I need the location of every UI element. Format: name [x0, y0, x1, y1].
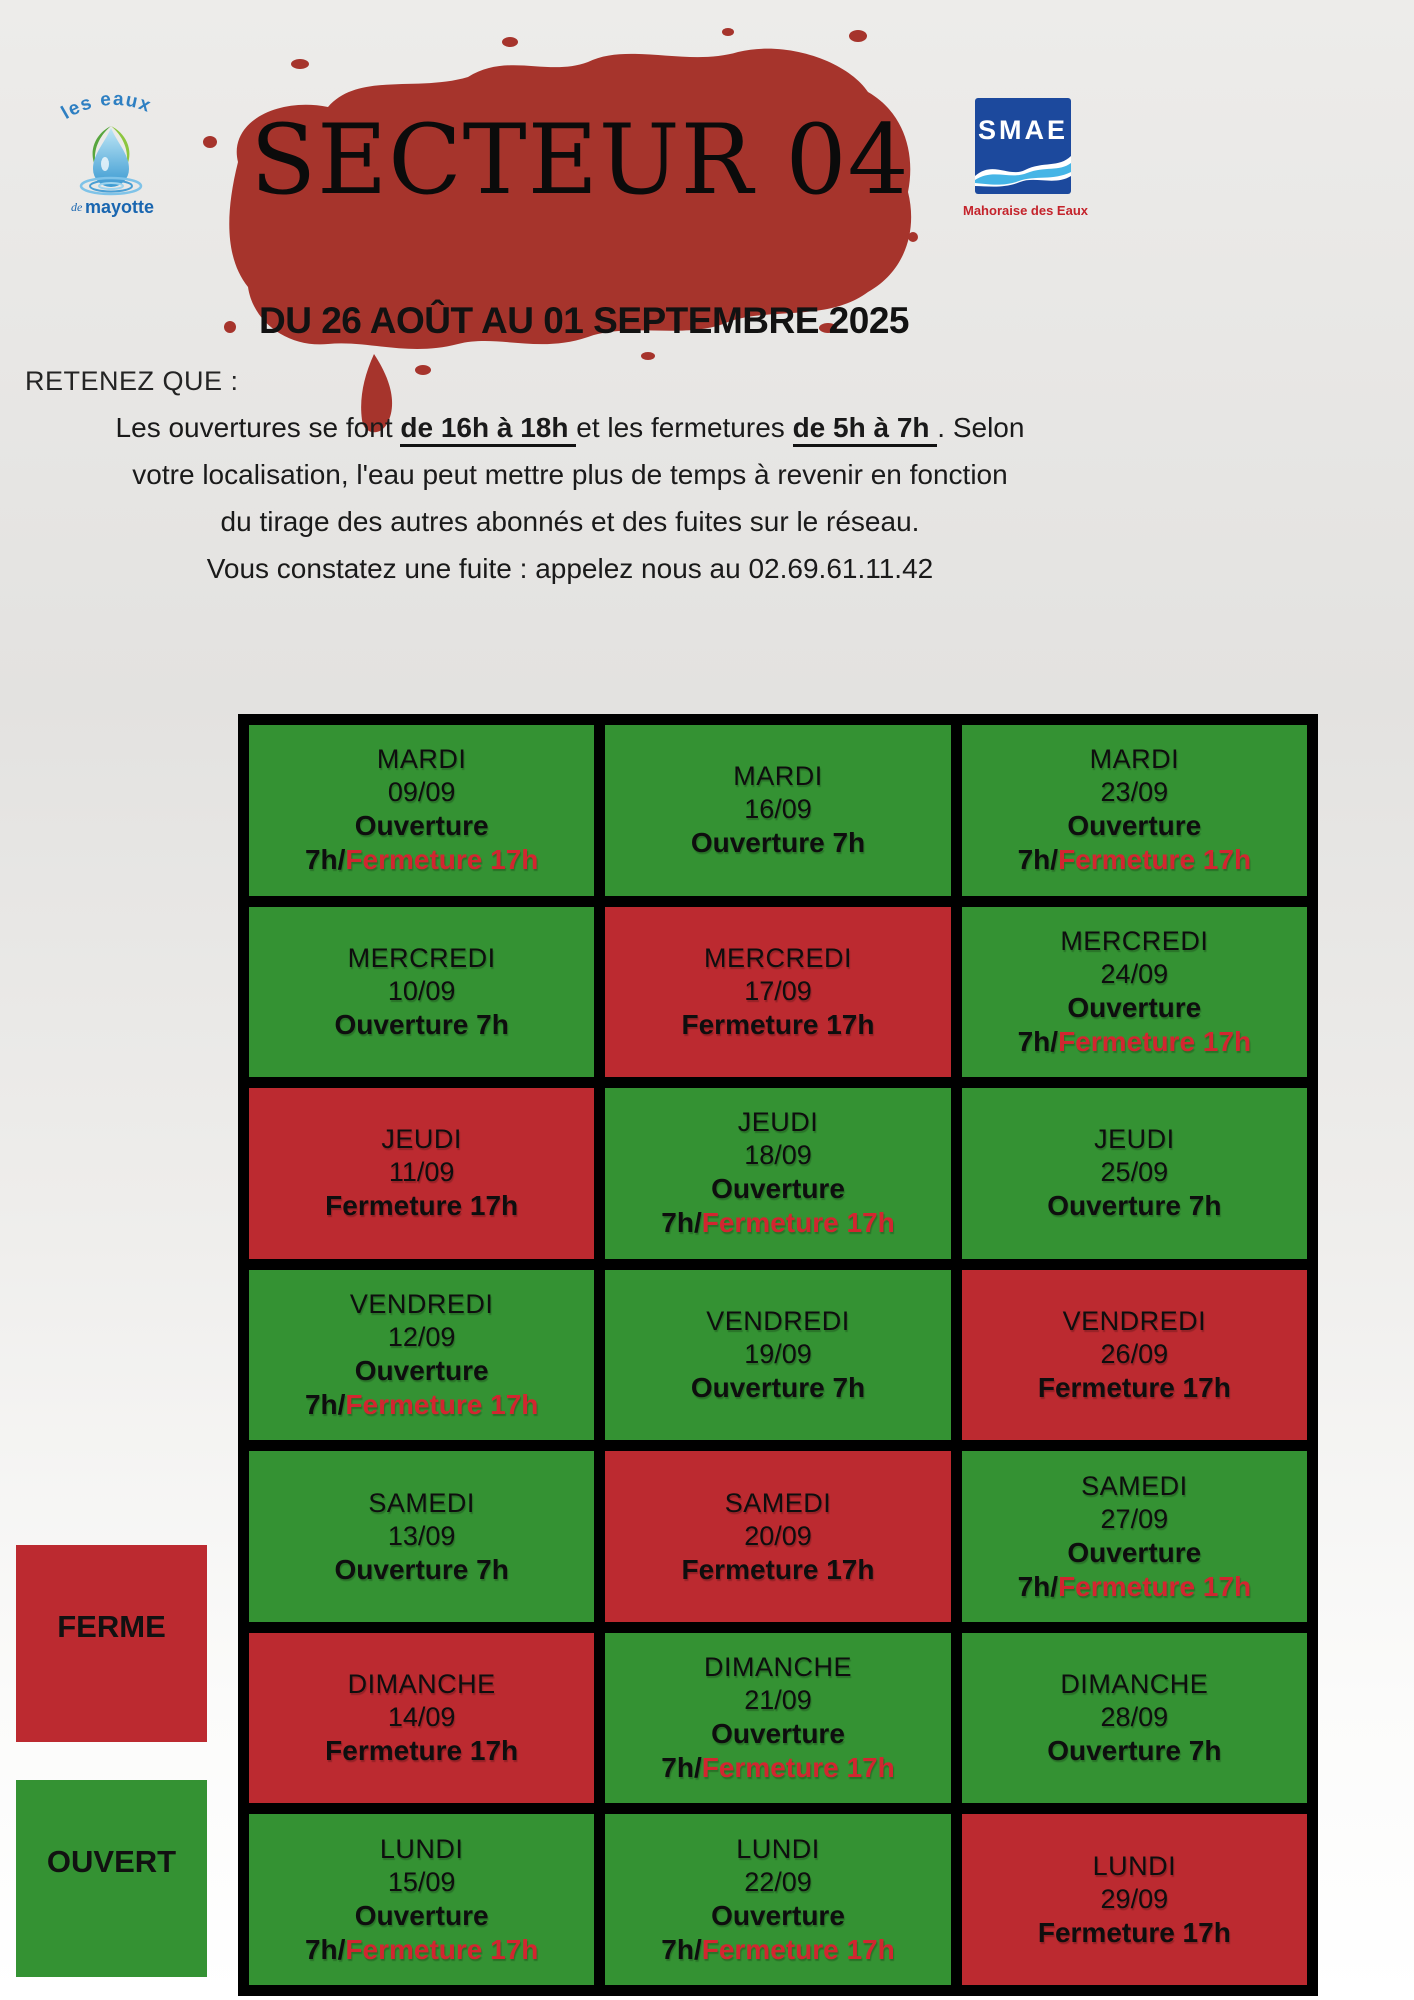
legend-closed — [16, 1545, 207, 1742]
schedule-segment: 7h/ — [661, 1752, 702, 1784]
les-eaux-de-mayotte-logo — [45, 82, 177, 220]
smae-logo-square — [975, 98, 1071, 194]
cell-date: 16/09 — [744, 794, 812, 825]
cell-schedule-line — [661, 1933, 894, 1967]
cell-date: 10/09 — [387, 975, 456, 1006]
calendar-cell — [249, 1633, 594, 1804]
schedule-segment: Ouverture — [1067, 810, 1202, 842]
cell-day: MERCREDI — [1060, 925, 1209, 956]
schedule-segment: 7h/ — [304, 844, 346, 876]
schedule-segment: Fermeture 17h — [345, 1933, 539, 1965]
schedule-segment: Fermeture 17h — [1058, 1025, 1252, 1057]
cell-date: 23/09 — [1100, 777, 1169, 808]
cell-schedule-line — [1047, 1734, 1221, 1768]
cell-schedule-line — [691, 1371, 865, 1405]
water-drop-icon — [45, 82, 177, 220]
cell-schedule-line — [325, 1734, 518, 1768]
cell-schedule-line — [355, 809, 489, 843]
cell-date: 20/09 — [744, 1520, 812, 1551]
cell-day: LUNDI — [379, 1833, 464, 1864]
cell-day: LUNDI — [736, 1833, 820, 1864]
cell-schedule-line — [1067, 809, 1201, 843]
cell-date: 21/09 — [744, 1685, 812, 1716]
schedule-segment: Ouverture — [711, 1173, 845, 1205]
cell-schedule-line — [1038, 1916, 1231, 1950]
schedule-segment: 7h/ — [1017, 1570, 1059, 1602]
schedule-segment: Fermeture 17h — [345, 1388, 539, 1420]
cell-schedule-line — [305, 1388, 538, 1422]
cell-date: 13/09 — [387, 1520, 456, 1551]
cell-schedule-line — [305, 1933, 538, 1967]
cell-date: 19/09 — [744, 1338, 812, 1369]
schedule-segment: Fermeture 17h — [1058, 1570, 1252, 1602]
cell-day: DIMANCHE — [347, 1669, 496, 1700]
cell-day: MERCREDI — [347, 942, 496, 973]
cell-date: 24/09 — [1100, 958, 1169, 989]
paragraph-line — [40, 404, 1100, 451]
calendar-cell — [605, 1088, 950, 1259]
cell-schedule-line — [1038, 1371, 1231, 1405]
schedule-segment: Fermeture 17h — [325, 1190, 519, 1222]
cell-day: LUNDI — [1092, 1850, 1177, 1881]
cell-day: MARDI — [1089, 744, 1180, 775]
wave-icon — [975, 150, 1071, 194]
cell-schedule-line — [682, 1008, 875, 1042]
paragraph-segment: du tirage des autres abonnés et des fuites sur le réseau. — [220, 506, 920, 537]
calendar-cell — [962, 1088, 1307, 1259]
cell-schedule-line — [335, 1008, 509, 1042]
note-label: RETENEZ QUE : — [25, 366, 239, 396]
cell-date: 17/09 — [744, 975, 812, 1006]
cell-schedule-line — [335, 1553, 509, 1587]
cell-date: 28/09 — [1100, 1702, 1169, 1733]
calendar-cell — [249, 907, 594, 1078]
cell-schedule-line — [661, 1206, 894, 1240]
calendar-cell — [249, 1270, 594, 1441]
calendar-cell — [962, 725, 1307, 896]
schedule-segment: 7h/ — [1017, 844, 1059, 876]
schedule-segment: Ouverture 7h — [690, 1371, 866, 1403]
smae-logo-name: SMAE — [977, 115, 1068, 145]
schedule-segment: 7h/ — [661, 1207, 702, 1239]
schedule-segment: 7h/ — [304, 1388, 346, 1420]
paragraph-line — [40, 451, 1100, 498]
schedule-segment: 7h/ — [304, 1933, 346, 1965]
paragraph-line — [40, 545, 1100, 592]
paragraph-segment: de 5h à 7h — [793, 412, 938, 447]
cell-date: 15/09 — [387, 1866, 456, 1897]
legend-open-label: OUVERT — [46, 1843, 177, 1879]
schedule-segment: Fermeture 17h — [681, 1008, 875, 1040]
calendar-cell — [605, 1814, 950, 1985]
paragraph-line — [40, 498, 1100, 545]
paragraph-segment: Vous constatez une fuite : appelez nous au 02.69.61.11.42 — [206, 553, 934, 584]
schedule-segment: Ouverture 7h — [690, 827, 866, 859]
cell-day: MERCREDI — [703, 942, 852, 973]
cell-day: SAMEDI — [1081, 1470, 1188, 1501]
calendar-cell — [249, 725, 594, 896]
svg-text:les eaux: les eaux — [57, 88, 155, 124]
cell-schedule-line — [1067, 1536, 1201, 1570]
smae-logo-subtitle: Mahoraise des Eaux — [963, 203, 1088, 218]
legend-open — [16, 1780, 207, 1977]
calendar-cell — [962, 1270, 1307, 1441]
smae-logo — [963, 98, 1088, 218]
schedule-segment: Ouverture 7h — [334, 1008, 509, 1040]
schedule-segment: 7h/ — [1017, 1025, 1059, 1057]
cell-date: 18/09 — [744, 1140, 812, 1171]
schedule-segment: Ouverture — [1067, 1536, 1202, 1568]
calendar-cell — [962, 1814, 1307, 1985]
calendar-cell — [605, 1270, 950, 1441]
schedule-segment: Ouverture — [354, 1899, 489, 1931]
cell-day: DIMANCHE — [703, 1652, 852, 1683]
paragraph-segment: de 16h à 18h — [400, 412, 576, 447]
notice-paragraph — [40, 404, 1100, 592]
cell-day: JEUDI — [1094, 1124, 1175, 1155]
cell-day: SAMEDI — [724, 1487, 832, 1518]
calendar-cell — [962, 907, 1307, 1078]
cell-day: VENDREDI — [1062, 1305, 1207, 1336]
calendar-grid — [238, 714, 1318, 1996]
cell-schedule-line — [682, 1553, 875, 1587]
cell-date: 27/09 — [1100, 1503, 1169, 1534]
schedule-segment: Fermeture 17h — [325, 1735, 519, 1767]
calendar-cell — [962, 1451, 1307, 1622]
cell-schedule-line — [325, 1189, 518, 1223]
cell-schedule-line — [1047, 1189, 1221, 1223]
cell-day: JEUDI — [381, 1124, 462, 1155]
cell-date: 29/09 — [1100, 1883, 1169, 1914]
schedule-segment: Ouverture 7h — [334, 1553, 509, 1585]
schedule-segment: Fermeture 17h — [1037, 1371, 1231, 1403]
cell-date: 12/09 — [387, 1321, 456, 1352]
logo-de-text: de — [71, 200, 83, 214]
cell-schedule-line — [691, 826, 865, 860]
schedule-segment: Fermeture 17h — [681, 1553, 875, 1585]
calendar-cell — [605, 725, 950, 896]
logo-mayotte-text: mayotte — [85, 197, 155, 217]
cell-date: 22/09 — [744, 1866, 812, 1897]
schedule-segment: Fermeture 17h — [345, 844, 539, 876]
cell-day: SAMEDI — [368, 1487, 475, 1518]
cell-schedule-line — [1018, 1570, 1251, 1604]
calendar-cell — [249, 1088, 594, 1259]
calendar-cell — [605, 1633, 950, 1804]
schedule-segment: Ouverture 7h — [1047, 1190, 1222, 1222]
cell-schedule-line — [711, 1899, 845, 1933]
schedule-segment: Ouverture — [711, 1899, 845, 1931]
schedule-segment: Fermeture 17h — [1037, 1916, 1231, 1948]
calendar-cell — [605, 1451, 950, 1622]
schedule-segment: Ouverture — [354, 810, 489, 842]
schedule-segment: Fermeture 17h — [701, 1207, 895, 1239]
cell-schedule-line — [661, 1751, 894, 1785]
paragraph-segment: et les fermetures — [576, 412, 793, 443]
cell-schedule-line — [1018, 843, 1251, 877]
cell-schedule-line — [1018, 1025, 1251, 1059]
cell-day: VENDREDI — [349, 1288, 494, 1319]
period-title: DU 26 AOÛT AU 01 SEPTEMBRE 2025 — [258, 300, 909, 341]
schedule-segment: Fermeture 17h — [701, 1752, 895, 1784]
cell-schedule-line — [711, 1172, 845, 1206]
calendar-cell — [962, 1633, 1307, 1804]
calendar-cell — [605, 907, 950, 1078]
page-title: SECTEUR 04 — [250, 104, 910, 216]
cell-schedule-line — [355, 1899, 489, 1933]
cell-date: 26/09 — [1100, 1338, 1169, 1369]
schedule-segment: Ouverture — [354, 1354, 489, 1386]
paragraph-segment: Les ouvertures se font — [115, 412, 401, 443]
cell-schedule-line — [1067, 991, 1201, 1025]
cell-date: 14/09 — [387, 1702, 456, 1733]
schedule-segment: Ouverture — [711, 1718, 845, 1750]
cell-day: VENDREDI — [706, 1305, 850, 1336]
cell-schedule-line — [355, 1354, 489, 1388]
schedule-segment: Ouverture 7h — [1047, 1735, 1222, 1767]
paragraph-segment: . Selon — [937, 412, 1025, 443]
cell-date: 25/09 — [1100, 1157, 1169, 1188]
calendar-cell — [249, 1814, 594, 1985]
cell-day: JEUDI — [737, 1107, 819, 1138]
schedule-segment: 7h/ — [661, 1933, 702, 1965]
schedule-segment: Ouverture — [1067, 991, 1202, 1023]
cell-schedule-line — [305, 843, 538, 877]
brush-stroke-graphic — [168, 22, 938, 452]
cell-day: MARDI — [376, 744, 467, 775]
schedule-segment: Fermeture 17h — [1058, 844, 1252, 876]
cell-date: 11/09 — [388, 1157, 455, 1188]
calendar-cell — [249, 1451, 594, 1622]
cell-date: 09/09 — [387, 777, 456, 808]
brush-stroke-icon — [168, 22, 938, 452]
cell-day: DIMANCHE — [1060, 1669, 1209, 1700]
schedule-segment: Fermeture 17h — [701, 1933, 895, 1965]
cell-schedule-line — [711, 1717, 845, 1751]
cell-day: MARDI — [733, 761, 823, 792]
legend-closed-label: FERME — [57, 1608, 166, 1644]
paragraph-segment: votre localisation, l'eau peut mettre plus de temps à revenir en fonction — [132, 459, 1008, 490]
